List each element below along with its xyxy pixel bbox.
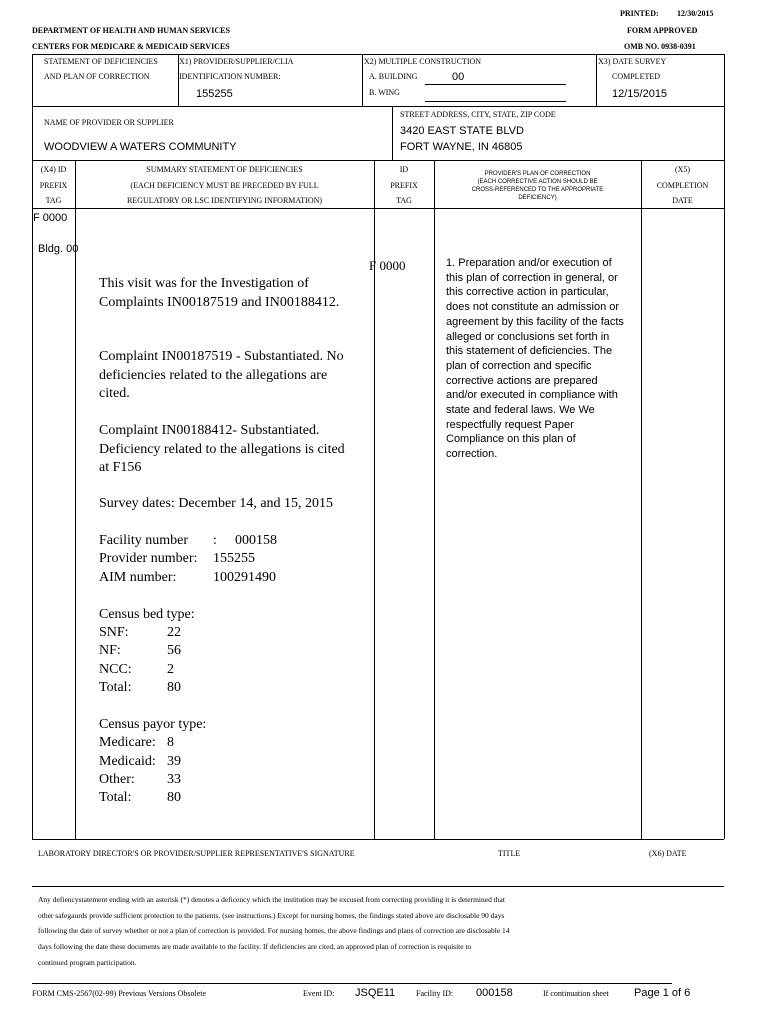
x3-sublabel: COMPLETED	[612, 72, 660, 81]
printed-label: PRINTED:	[620, 9, 659, 18]
form-approved: FORM APPROVED	[627, 26, 698, 35]
right-tag: F 0000	[369, 258, 406, 273]
continuation-label: If continuation sheet	[543, 989, 609, 998]
census-payor-value: 80	[167, 790, 181, 805]
x5-completion-header: COMPLETION	[656, 181, 709, 190]
x4-tag-header: TAG	[45, 196, 62, 205]
survey-dates: Survey dates: December 14, and 15, 2015	[99, 496, 334, 511]
x3-label: X3) DATE SURVEY	[598, 57, 667, 66]
summary-header-2: (EACH DEFICIENCY MUST BE PRECEDED BY FULL	[130, 181, 319, 190]
left-tag: F 0000	[33, 212, 68, 224]
form-number: FORM CMS-2567(02-99) Previous Versions Obsolete	[32, 989, 207, 998]
census-bed-value: 22	[167, 625, 181, 640]
census-bed-label: Total:	[99, 680, 132, 695]
disclaimer-line: other safegaurds provide sufficient protection to the patients. (see instructions.) Except for nursing homes, the findings stated above are disclosable 90 days	[38, 911, 505, 920]
disclaimer-line: days following the date these documents are made available to the facility. If deficiencies are cited, an approved plan of correction is requisite to	[38, 942, 472, 951]
centers-title: CENTERS FOR MEDICARE & MEDICAID SERVICES	[32, 42, 230, 51]
building-label: A. BUILDING	[369, 72, 418, 81]
provider-name-label: NAME OF PROVIDER OR SUPPLIER	[44, 118, 174, 127]
summary-paragraph-3: Complaint IN00188412- Substantiated. Deficiency related to the allegations is cited at F156	[99, 423, 345, 475]
aim-number-label: AIM number:	[99, 570, 177, 585]
facility-number-value: 000158	[235, 533, 277, 548]
census-bed-value: 2	[167, 662, 174, 677]
disclaimer-line: following the date of survey whether or not a plan of correction is provided. For nursing homes, the above findings and plans of correction are disclosable 14	[38, 926, 510, 935]
signature-label: LABORATORY DIRECTOR'S OR PROVIDER/SUPPLIER REPRESENTATIVE'S SIGNATURE	[38, 849, 355, 858]
census-payor-label: Other:	[99, 772, 135, 787]
census-bed-value: 80	[167, 680, 181, 695]
address-label: STREET ADDRESS, CITY, STATE, ZIP CODE	[400, 110, 556, 119]
x4-id-header: (X4) ID	[40, 165, 67, 174]
x6-date-label: (X6) DATE	[649, 849, 687, 858]
x4-prefix-header: PREFIX	[39, 181, 68, 190]
wing-label: B. WING	[369, 88, 400, 97]
address-line-1: 3420 EAST STATE BLVD	[400, 125, 524, 137]
facility-id-label: Facility ID:	[416, 989, 454, 998]
plan-header-3: CROSS-REFERENCED TO THE APPROPRIATE	[471, 187, 604, 193]
provider-number-label: Provider number:	[99, 551, 198, 566]
census-payor-label: Total:	[99, 790, 132, 805]
x2-label: X2) MULTIPLE CONSTRUCTION	[364, 57, 482, 66]
x1-sublabel: IDENTIFICATION NUMBER:	[179, 72, 281, 81]
x5-header: (X5)	[674, 165, 691, 174]
provider-id-value: 155255	[196, 88, 233, 100]
summary-paragraph-1: This visit was for the Investigation of Complaints IN00187519 and IN00188412.	[99, 276, 340, 310]
census-payor-label: Medicaid:	[99, 754, 156, 769]
statement-label-2: AND PLAN OF CORRECTION	[44, 72, 150, 81]
page-number: Page 1 of 6	[634, 987, 691, 999]
tag-header: TAG	[396, 196, 412, 205]
title-label: TITLE	[498, 849, 521, 858]
census-bed-label: NF:	[99, 643, 121, 658]
survey-date-value: 12/15/2015	[612, 88, 668, 100]
census-bed-label: NCC:	[99, 662, 132, 677]
address-line-2: FORT WAYNE, IN 46805	[400, 141, 523, 153]
facility-id-value: 000158	[476, 987, 513, 999]
disclaimer-line: Any defiencystatement ending with an asterisk (*) denotes a deficency which the institution may be excused from correcting providing it is determined that	[38, 895, 505, 904]
facility-number-label: Facility number	[99, 533, 189, 548]
census-payor-value: 33	[167, 772, 181, 787]
plan-header-2: (EACH CORRECTIVE ACTION SHOULD BE	[477, 179, 598, 185]
provider-number-value: 155255	[213, 551, 255, 566]
census-bed-title: Census bed type:	[99, 607, 195, 622]
event-id-label: Event ID:	[303, 989, 335, 998]
id-header: ID	[399, 165, 409, 174]
department-title: DEPARTMENT OF HEALTH AND HUMAN SERVICES	[32, 26, 230, 35]
census-payor-value: 8	[167, 735, 174, 750]
plan-header-4: DEFICIENCY)	[518, 195, 557, 201]
building-value: 00	[452, 71, 465, 83]
census-payor-title: Census payor type:	[99, 717, 207, 732]
census-payor-value: 39	[167, 754, 181, 769]
prefix-header: PREFIX	[390, 181, 418, 190]
event-id-value: JSQE11	[355, 987, 396, 999]
plan-of-correction-text: 1. Preparation and/or execution of this plan of correction in general, or this corrective action in particular, does not constitute an admission or agreement by this facility of the facts alleged or conclusions set forth in this statement of deficiencies. The plan of correction and specific corrective actions are prepared and/or executed in compliance with state and federal laws. We We respectfully request Paper Compliance on this plan of correction.	[446, 257, 624, 461]
census-payor-label: Medicare:	[99, 735, 156, 750]
provider-name-value: WOODVIEW A WATERS COMMUNITY	[44, 141, 237, 153]
printed-date: 12/30/2015	[677, 9, 714, 18]
x5-date-header: DATE	[672, 196, 693, 205]
summary-header-1: SUMMARY STATEMENT OF DEFICIENCIES	[146, 165, 303, 174]
x1-label: X1) PROVIDER/SUPPLIER/CLIA	[179, 57, 294, 66]
disclaimer-line: continued program participation.	[38, 958, 137, 967]
statement-label-1: STATEMENT OF DEFICIENCIES	[44, 57, 158, 66]
building-tag: Bldg. 00	[38, 243, 79, 255]
aim-number-value: 100291490	[213, 570, 276, 585]
census-bed-value: 56	[167, 643, 181, 658]
summary-paragraph-2: Complaint IN00187519 - Substantiated. No deficiencies related to the allegations are cited.	[99, 349, 344, 401]
facility-number-colon: :	[213, 533, 217, 548]
plan-header-1: PROVIDER'S PLAN OF CORRECTION	[484, 171, 591, 177]
omb-number: OMB NO. 0938-0391	[624, 42, 696, 51]
summary-header-3: REGULATORY OR LSC IDENTIFYING INFORMATION)	[126, 196, 323, 205]
census-bed-label: SNF:	[99, 625, 129, 640]
